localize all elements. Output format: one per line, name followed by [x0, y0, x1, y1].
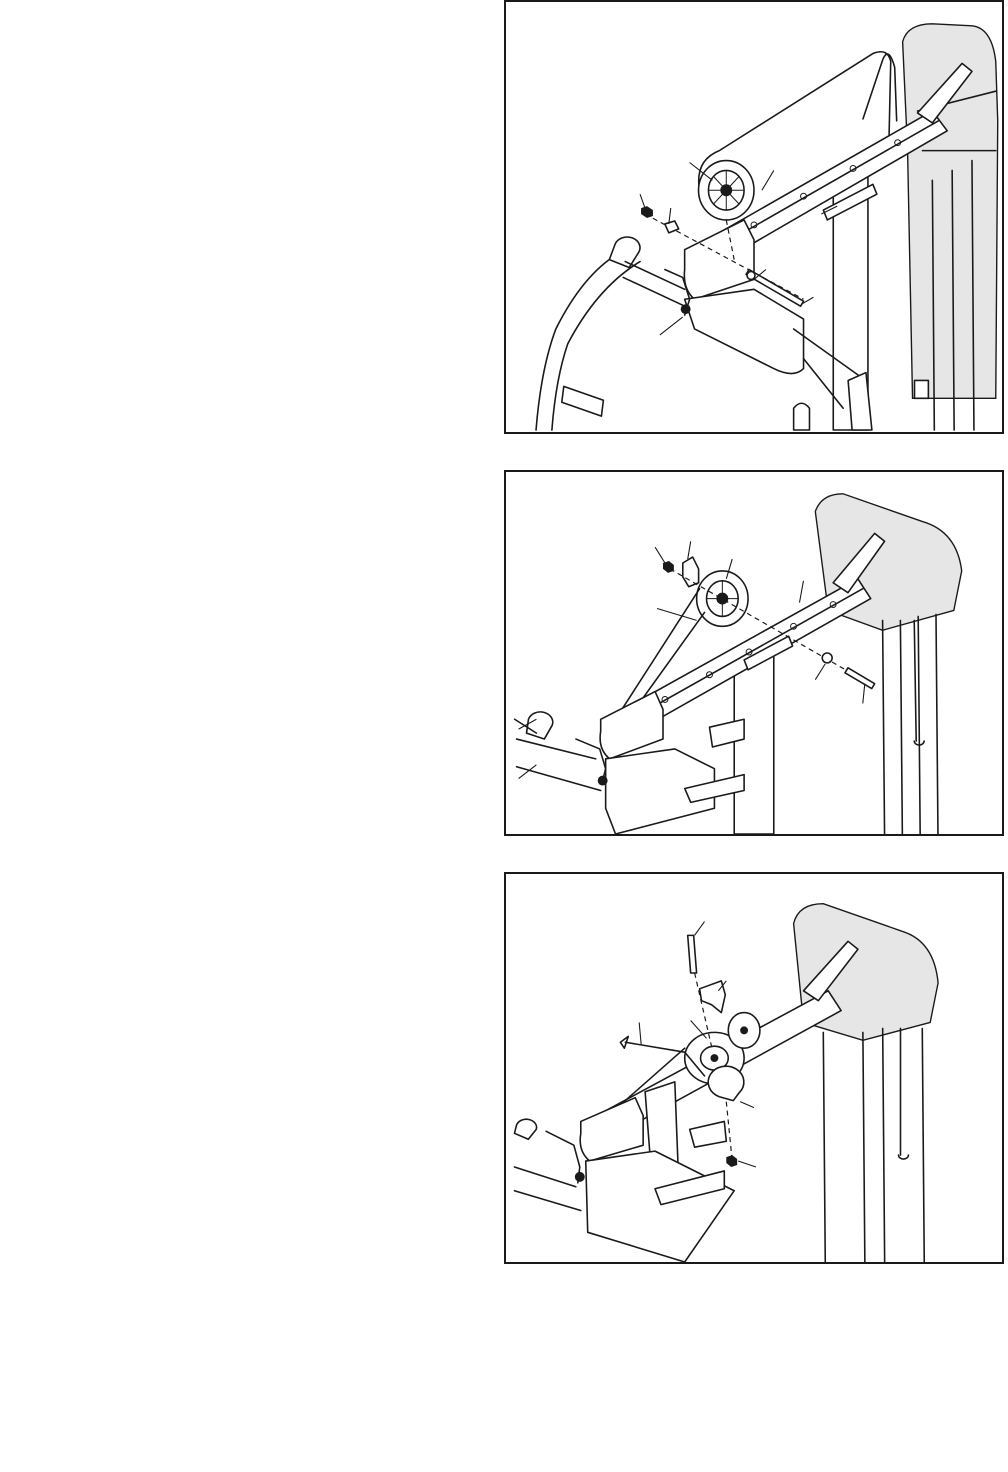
cable-guard	[700, 981, 726, 1013]
nut-alignment-line	[726, 1102, 732, 1161]
cable-end	[899, 1028, 909, 1159]
guide-rods	[823, 1028, 924, 1262]
bolt	[845, 668, 875, 689]
side-handle-top	[527, 712, 553, 739]
washer	[747, 271, 755, 279]
lower-bracket	[685, 289, 804, 373]
side-handle-top	[514, 1119, 536, 1139]
rear-pulley	[728, 1013, 760, 1049]
washer	[822, 653, 832, 663]
pulley-cover-drawing	[506, 874, 1002, 1262]
bracket-tab	[690, 1121, 727, 1147]
pulley-bracket	[580, 1098, 643, 1161]
cross-bar	[623, 262, 684, 306]
cable-stop	[915, 380, 929, 398]
cable-hook	[620, 1036, 628, 1048]
handle-grip	[562, 386, 604, 416]
bolt	[688, 935, 697, 973]
side-handle-frame	[514, 1167, 580, 1211]
pull-pin-knob	[598, 776, 608, 786]
pulley-wheel	[697, 571, 748, 626]
pull-pin	[546, 1131, 580, 1182]
nut	[641, 206, 653, 218]
assembly-diagram-panel-1	[504, 0, 1004, 434]
pulley-bracket	[684, 220, 754, 299]
lower-bracket	[586, 1151, 734, 1262]
nut	[726, 1155, 737, 1167]
cable-clip	[683, 557, 699, 587]
pulley-arm-assembly-drawing	[506, 2, 1002, 432]
cable-routing-drawing	[506, 472, 1002, 834]
assembly-diagram-panel-3	[504, 872, 1004, 1264]
pulley-bracket	[600, 692, 663, 759]
pulley-cover	[708, 1066, 744, 1100]
foot-post	[794, 403, 810, 430]
frame-wire	[863, 54, 897, 121]
assembly-diagram-panel-2	[504, 470, 1004, 836]
side-handle-top	[609, 237, 640, 267]
guide-rods	[883, 614, 938, 834]
pull-pin-knob	[575, 1172, 585, 1182]
pulley-wheel	[699, 161, 754, 220]
